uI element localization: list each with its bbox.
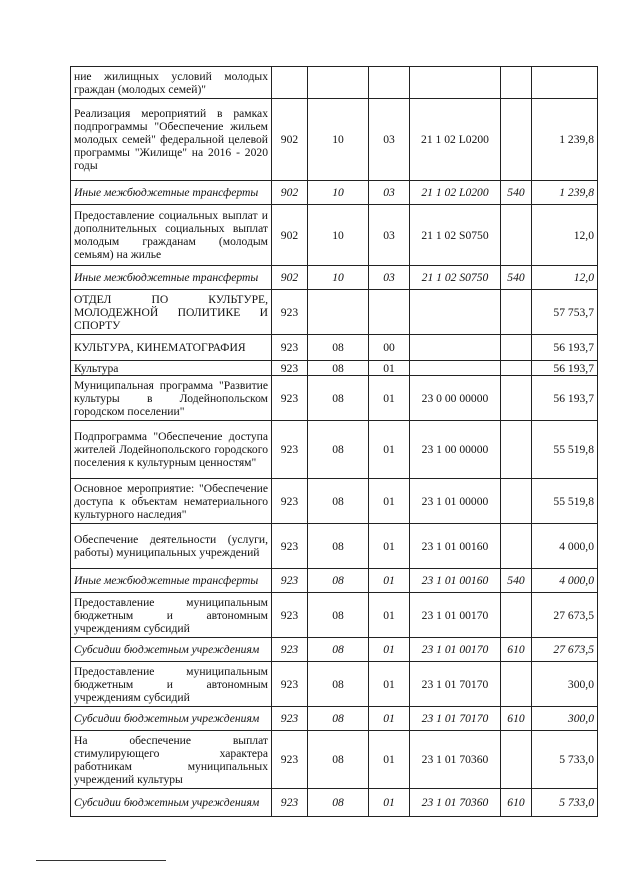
budget-table <box>70 66 598 817</box>
expense-type-cell: 610 <box>501 707 532 731</box>
section-code-cell <box>308 67 369 99</box>
subsection-code-cell: 01 <box>369 638 410 662</box>
table-row <box>71 569 598 593</box>
admin-code-cell: 923 <box>272 524 308 569</box>
table-row <box>71 479 598 524</box>
admin-code-cell: 923 <box>272 662 308 707</box>
section-code-cell: 08 <box>308 421 369 479</box>
subsection-code-cell: 00 <box>369 335 410 361</box>
subsection-code-cell: 01 <box>369 524 410 569</box>
subsection-code-cell: 01 <box>369 479 410 524</box>
expense-type-cell <box>501 376 532 421</box>
target-article-cell <box>410 290 501 335</box>
amount-cell: 56 193,7 <box>532 361 598 376</box>
expense-type-cell <box>501 205 532 266</box>
target-article-cell: 23 1 01 00160 <box>410 569 501 593</box>
subsection-code-cell: 01 <box>369 421 410 479</box>
section-code-cell: 08 <box>308 638 369 662</box>
table-row <box>71 707 598 731</box>
subsection-code-cell: 01 <box>369 662 410 707</box>
amount-cell: 4 000,0 <box>532 524 598 569</box>
target-article-cell: 23 1 00 00000 <box>410 421 501 479</box>
section-code-cell: 10 <box>308 181 369 205</box>
target-article-cell: 23 1 01 00170 <box>410 638 501 662</box>
amount-cell: 12,0 <box>532 266 598 290</box>
admin-code-cell: 923 <box>272 593 308 638</box>
target-article-cell: 23 1 01 70360 <box>410 789 501 817</box>
table-row <box>71 266 598 290</box>
section-code-cell: 08 <box>308 524 369 569</box>
subsection-code-cell: 01 <box>369 569 410 593</box>
item-name-cell: Иные межбюджетные трансферты <box>71 569 272 593</box>
expense-type-cell: 540 <box>501 181 532 205</box>
section-code-cell: 08 <box>308 479 369 524</box>
expense-type-cell <box>501 662 532 707</box>
item-name-cell: Субсидии бюджетным учреждениям <box>71 707 272 731</box>
subsection-code-cell: 01 <box>369 789 410 817</box>
admin-code-cell: 923 <box>272 361 308 376</box>
item-name-cell: Предоставление муниципальным бюджетным и автономным учреждениям субсидий <box>71 593 272 638</box>
expense-type-cell <box>501 421 532 479</box>
subsection-code-cell: 03 <box>369 181 410 205</box>
subsection-code-cell: 01 <box>369 707 410 731</box>
table-row <box>71 99 598 181</box>
admin-code-cell <box>272 67 308 99</box>
target-article-cell: 23 1 01 00160 <box>410 524 501 569</box>
expense-type-cell <box>501 335 532 361</box>
amount-cell: 57 753,7 <box>532 290 598 335</box>
section-code-cell: 08 <box>308 707 369 731</box>
expense-type-cell <box>501 99 532 181</box>
table-row <box>71 662 598 707</box>
section-code-cell <box>308 290 369 335</box>
admin-code-cell: 902 <box>272 266 308 290</box>
item-name-cell: Субсидии бюджетным учреждениям <box>71 789 272 817</box>
expense-type-cell <box>501 479 532 524</box>
item-name-cell: Основное мероприятие: "Обеспечение доступа к объектам нематериального культурного наследия" <box>71 479 272 524</box>
admin-code-cell: 923 <box>272 376 308 421</box>
table-row <box>71 731 598 789</box>
section-code-cell: 08 <box>308 361 369 376</box>
expense-type-cell: 610 <box>501 789 532 817</box>
item-name-cell: Иные межбюджетные трансферты <box>71 266 272 290</box>
table-row <box>71 524 598 569</box>
target-article-cell: 21 1 02 L0200 <box>410 99 501 181</box>
expense-type-cell: 610 <box>501 638 532 662</box>
expense-type-cell <box>501 361 532 376</box>
expense-type-cell <box>501 67 532 99</box>
admin-code-cell: 923 <box>272 638 308 662</box>
subsection-code-cell <box>369 290 410 335</box>
subsection-code-cell: 01 <box>369 593 410 638</box>
target-article-cell: 23 1 01 00000 <box>410 479 501 524</box>
target-article-cell: 23 0 00 00000 <box>410 376 501 421</box>
target-article-cell: 21 1 02 L0200 <box>410 181 501 205</box>
target-article-cell <box>410 67 501 99</box>
admin-code-cell: 923 <box>272 290 308 335</box>
admin-code-cell: 923 <box>272 479 308 524</box>
expense-type-cell: 540 <box>501 266 532 290</box>
admin-code-cell: 923 <box>272 335 308 361</box>
subsection-code-cell: 03 <box>369 99 410 181</box>
item-name-cell: Обеспечение деятельности (услуги, работы) муниципальных учреждений <box>71 524 272 569</box>
item-name-cell: Муниципальная программа "Развитие культуры в Лодейнопольском городском поселении" <box>71 376 272 421</box>
amount-cell: 27 673,5 <box>532 593 598 638</box>
amount-cell: 1 239,8 <box>532 99 598 181</box>
target-article-cell <box>410 335 501 361</box>
item-name-cell: Предоставление социальных выплат и дополнительных социальных выплат молодым гражданам (молодым семьям) на жилье <box>71 205 272 266</box>
admin-code-cell: 923 <box>272 707 308 731</box>
subsection-code-cell: 01 <box>369 731 410 789</box>
admin-code-cell: 923 <box>272 421 308 479</box>
subsection-code-cell: 01 <box>369 376 410 421</box>
item-name-cell: Культура <box>71 361 272 376</box>
subsection-code-cell: 03 <box>369 205 410 266</box>
item-name-cell: На обеспечение выплат стимулирующего характера работникам муниципальных учреждений культуры <box>71 731 272 789</box>
admin-code-cell: 923 <box>272 731 308 789</box>
item-name-cell: ОТДЕЛ ПО КУЛЬТУРЕ, МОЛОДЕЖНОЙ ПОЛИТИКЕ И СПОРТУ <box>71 290 272 335</box>
admin-code-cell: 902 <box>272 99 308 181</box>
table-row <box>71 376 598 421</box>
admin-code-cell: 923 <box>272 789 308 817</box>
table-row <box>71 290 598 335</box>
section-code-cell: 10 <box>308 266 369 290</box>
item-name-cell: КУЛЬТУРА, КИНЕМАТОГРАФИЯ <box>71 335 272 361</box>
section-code-cell: 08 <box>308 731 369 789</box>
subsection-code-cell: 01 <box>369 361 410 376</box>
item-name-cell: Подпрограмма "Обеспечение доступа жителей Лодейнопольского городского поселения к культурным ценностям" <box>71 421 272 479</box>
subsection-code-cell <box>369 67 410 99</box>
target-article-cell: 23 1 01 70360 <box>410 731 501 789</box>
target-article-cell: 21 1 02 S0750 <box>410 205 501 266</box>
table-row <box>71 181 598 205</box>
section-code-cell: 08 <box>308 593 369 638</box>
target-article-cell <box>410 361 501 376</box>
table-row <box>71 789 598 817</box>
admin-code-cell: 923 <box>272 569 308 593</box>
admin-code-cell: 902 <box>272 205 308 266</box>
section-code-cell: 08 <box>308 789 369 817</box>
amount-cell: 55 519,8 <box>532 479 598 524</box>
table-row <box>71 421 598 479</box>
section-code-cell: 08 <box>308 376 369 421</box>
expense-type-cell <box>501 731 532 789</box>
table-row <box>71 67 598 99</box>
expense-type-cell: 540 <box>501 569 532 593</box>
amount-cell: 55 519,8 <box>532 421 598 479</box>
table-row <box>71 361 598 376</box>
admin-code-cell: 902 <box>272 181 308 205</box>
amount-cell: 5 733,0 <box>532 789 598 817</box>
amount-cell: 5 733,0 <box>532 731 598 789</box>
target-article-cell: 23 1 01 00170 <box>410 593 501 638</box>
amount-cell: 1 239,8 <box>532 181 598 205</box>
amount-cell: 56 193,7 <box>532 335 598 361</box>
amount-cell <box>532 67 598 99</box>
expense-type-cell <box>501 524 532 569</box>
item-name-cell: Предоставление муниципальным бюджетным и автономным учреждениям субсидий <box>71 662 272 707</box>
table-row <box>71 593 598 638</box>
amount-cell: 4 000,0 <box>532 569 598 593</box>
subsection-code-cell: 03 <box>369 266 410 290</box>
amount-cell: 300,0 <box>532 662 598 707</box>
target-article-cell: 23 1 01 70170 <box>410 662 501 707</box>
table-row <box>71 335 598 361</box>
section-code-cell: 10 <box>308 205 369 266</box>
budget-table-body <box>71 67 598 817</box>
target-article-cell: 21 1 02 S0750 <box>410 266 501 290</box>
section-code-cell: 08 <box>308 335 369 361</box>
amount-cell: 27 673,5 <box>532 638 598 662</box>
expense-type-cell <box>501 290 532 335</box>
section-code-cell: 08 <box>308 569 369 593</box>
table-row <box>71 638 598 662</box>
amount-cell: 300,0 <box>532 707 598 731</box>
table-row <box>71 205 598 266</box>
target-article-cell: 23 1 01 70170 <box>410 707 501 731</box>
section-code-cell: 10 <box>308 99 369 181</box>
section-code-cell: 08 <box>308 662 369 707</box>
item-name-cell: Иные межбюджетные трансферты <box>71 181 272 205</box>
amount-cell: 56 193,7 <box>532 376 598 421</box>
item-name-cell: Субсидии бюджетным учреждениям <box>71 638 272 662</box>
expense-type-cell <box>501 593 532 638</box>
footnote-separator-line <box>36 860 166 861</box>
item-name-cell: Реализация мероприятий в рамках подпрограммы "Обеспечение жильем молодых семей" федеральной целевой программы "Жилище" на 2016 - 2020 годы <box>71 99 272 181</box>
item-name-cell: ние жилищных условий молодых граждан (молодых семей)" <box>71 67 272 99</box>
amount-cell: 12,0 <box>532 205 598 266</box>
